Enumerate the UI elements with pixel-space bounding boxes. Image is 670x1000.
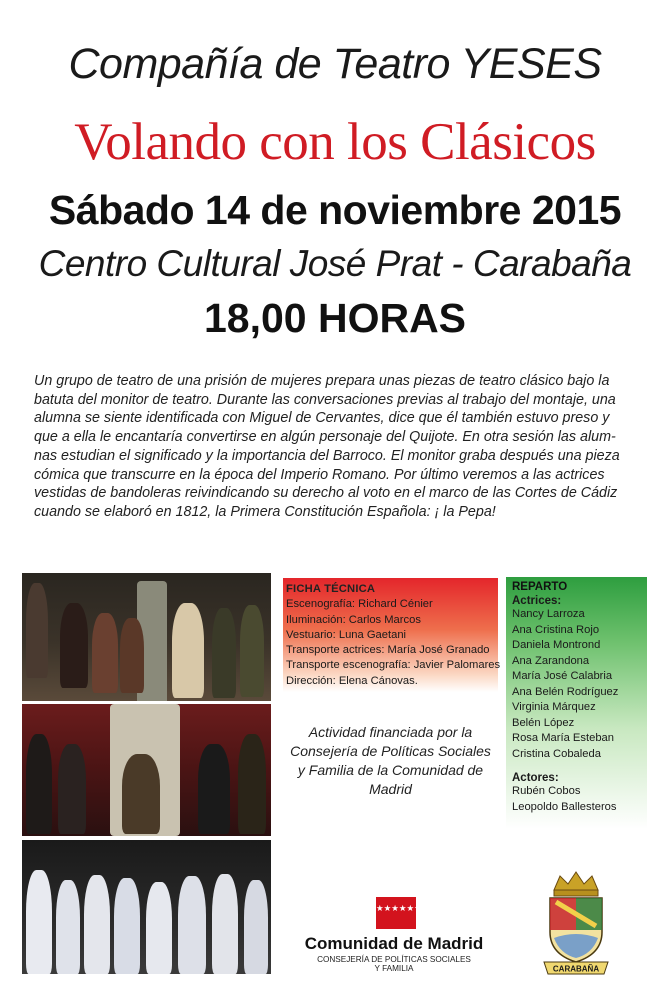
actress-name: Belén López bbox=[512, 716, 575, 729]
funding-line: Consejería de Políticas Sociales bbox=[290, 743, 491, 759]
synopsis-line: vestidas de bandoleras reivindicando su derecho al voto en el marco de las Cortes de Cádiz bbox=[34, 485, 618, 502]
event-venue: Centro Cultural José Prat - Carabaña bbox=[38, 243, 632, 284]
company-name: Compañía de Teatro YESES bbox=[68, 40, 602, 88]
technical-sheet-item: Dirección: Elena Cánovas. bbox=[286, 674, 418, 687]
synopsis-line: cuando se elaboró en 1812, la Primera Constitución Española: ¡ la Pepa! bbox=[34, 503, 496, 520]
technical-sheet-item: Transporte actrices: María José Granado bbox=[286, 644, 490, 657]
actor-name: Rubén Cobos bbox=[512, 785, 581, 797]
synopsis bbox=[34, 372, 639, 522]
synopsis-line: Un grupo de teatro de una prisión de mujeres prepara unas piezas de teatro clásico bajo la bbox=[34, 373, 610, 389]
actress-name: Rosa María Esteban bbox=[512, 732, 614, 744]
actress-name: María José Calabria bbox=[512, 670, 613, 682]
madrid-department-line: Y FAMILIA bbox=[374, 964, 414, 973]
madrid-stars-icon: ★★★★★★★ bbox=[376, 903, 430, 913]
actress-name: Virginia Márquez bbox=[512, 701, 596, 713]
madrid-flag-logo bbox=[376, 897, 430, 929]
actress-name: Ana Zarandona bbox=[512, 654, 590, 667]
technical-sheet-item: Escenografía: Richard Cénier bbox=[286, 598, 433, 611]
synopsis-line: batuta del monitor de teatro. Durante las conversaciones previas al trabajo del montaje, una bbox=[34, 391, 616, 408]
event-date: Sábado 14 de noviembre 2015 bbox=[48, 187, 622, 233]
actress-name: Ana Cristina Rojo bbox=[512, 623, 600, 636]
show-title: Volando con los Clásicos bbox=[74, 113, 596, 171]
funding-note bbox=[283, 723, 498, 799]
funding-line: Actividad financiada por la bbox=[308, 724, 473, 740]
synopsis-line: nas estudian el significado y la importancia del Barroco. El monitor graba después una pieza bbox=[34, 447, 620, 464]
technical-sheet-item: Vestuario: Luna Gaetani bbox=[286, 628, 407, 641]
technical-sheet-item: Transporte escenografía: Javier Palomares bbox=[286, 659, 501, 672]
technical-sheet bbox=[283, 578, 501, 692]
actress-name: Cristina Cobaleda bbox=[512, 747, 601, 760]
actress-name: Nancy Larroza bbox=[512, 608, 585, 620]
synopsis-line: cómica que transcurre en la época del Imperio Romano. Por último veremos a las actrices bbox=[34, 466, 605, 483]
technical-sheet-item: Iluminación: Carlos Marcos bbox=[286, 613, 421, 626]
actress-name: Daniela Montrond bbox=[512, 639, 601, 651]
stage-photo-bandoleras bbox=[22, 704, 271, 836]
technical-sheet-title: FICHA TÉCNICA bbox=[286, 583, 376, 595]
actors-heading: Actores: bbox=[512, 772, 559, 784]
actor-name: Leopoldo Ballesteros bbox=[512, 800, 617, 813]
event-time: 18,00 HORAS bbox=[203, 295, 467, 341]
madrid-logo-department bbox=[284, 955, 504, 973]
synopsis-line: alumna se siente identificada con Miguel de Cervantes, dice que él también estuvo preso y bbox=[34, 410, 610, 427]
actresses-heading: Actrices: bbox=[512, 595, 562, 607]
synopsis-line: que a ella le encantaría convertirse en algún personaje del Quijote. En otra sesión las alum- bbox=[34, 429, 616, 446]
actress-name: Ana Belén Rodríguez bbox=[512, 685, 619, 698]
stage-photo-quijote bbox=[22, 573, 271, 701]
carabana-crest-icon bbox=[540, 870, 612, 978]
cast-box bbox=[506, 577, 647, 829]
stage-photo-nurses bbox=[22, 840, 271, 974]
cast-title: REPARTO bbox=[512, 581, 568, 593]
crest-town-label: CARABAÑA bbox=[552, 964, 600, 974]
funding-line: y Familia de la Comunidad de bbox=[297, 762, 484, 778]
madrid-department-line: CONSEJERÍA DE POLÍTICAS SOCIALES bbox=[317, 955, 471, 964]
madrid-logo-name: Comunidad de Madrid bbox=[304, 934, 484, 953]
funding-line: Madrid bbox=[369, 781, 412, 797]
